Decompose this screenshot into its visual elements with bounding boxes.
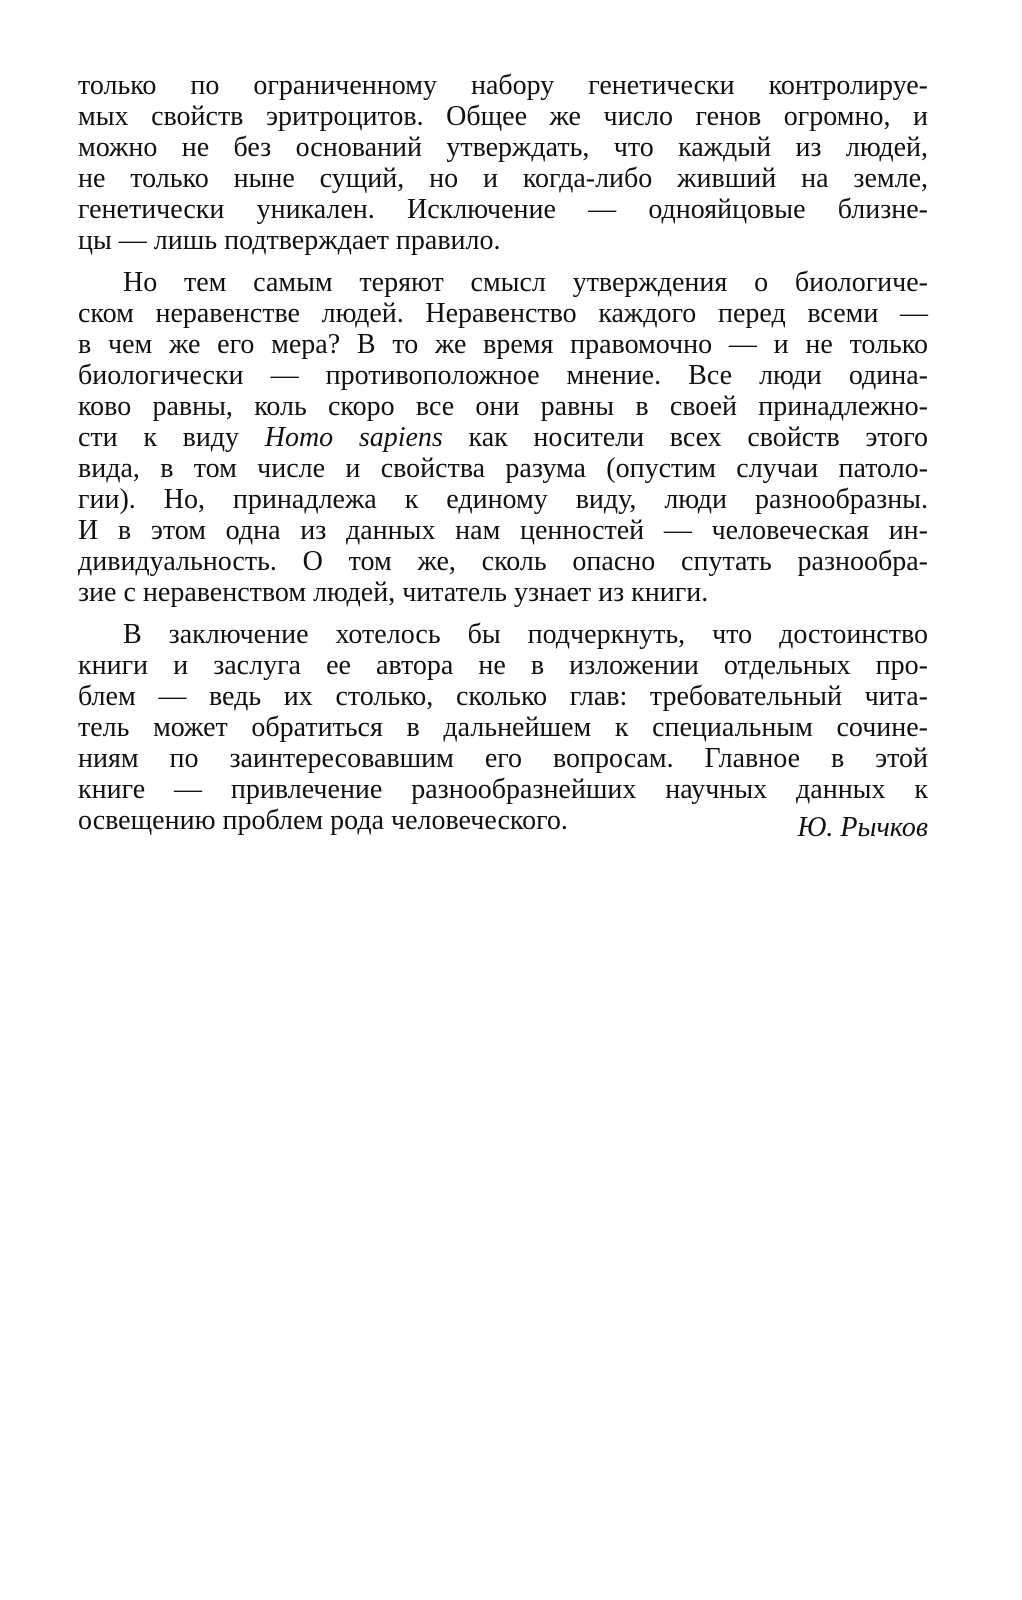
paragraph-1 <box>78 70 928 256</box>
text-line: можно не без оснований утверждать, что каждый из людей, <box>78 132 928 163</box>
text-line-with-italic <box>78 422 928 453</box>
text-fragment: как носители всех свойств этого <box>442 422 929 453</box>
text-line: И в этом одна из данных нам ценностей — человеческая ин- <box>78 515 928 546</box>
text-line: цы — лишь подтверждает правило. <box>78 225 501 256</box>
text-line: мых свойств эритроцитов. Общее же число генов огромно, и <box>78 101 928 132</box>
paragraph-2 <box>78 267 928 608</box>
text-line: книге — привлечение разнообразнейших научных данных к <box>78 774 928 805</box>
text-line: тель может обратиться в дальнейшем к специальным сочине- <box>78 712 928 743</box>
text-line: книги и заслуга ее автора не в изложении отдельных про- <box>78 650 928 681</box>
text-line: генетически уникален. Исключение — однояйцовые близне- <box>78 194 928 225</box>
text-line: В заключение хотелось бы подчеркнуть, что достоинство <box>123 619 928 650</box>
text-line: биологически — противоположное мнение. Все люди одина- <box>78 360 928 391</box>
text-line: вида, в том числе и свойства разума (опустим случаи патоло- <box>78 453 928 484</box>
text-line: не только ныне сущий, но и когда-либо живший на земле, <box>78 163 928 194</box>
page-body <box>78 70 928 847</box>
text-line: зие с неравенством людей, читатель узнает из книги. <box>78 577 709 608</box>
text-line: освещению проблем рода человеческого. <box>78 805 568 836</box>
author-signature: Ю. Рычков <box>797 812 928 843</box>
text-line: только по ограниченному набору генетически контролируе- <box>78 70 928 101</box>
italic-term: Homo sapiens <box>264 422 443 453</box>
text-line: блем — ведь их столько, сколько глав: требовательный чита- <box>78 681 928 712</box>
text-fragment: сти к виду <box>78 422 265 453</box>
text-line: ниям по заинтересовавшим его вопросам. Главное в этой <box>78 743 928 774</box>
paragraph-3 <box>78 619 928 836</box>
text-line: Но тем самым теряют смысл утверждения о биологиче- <box>123 267 928 298</box>
text-line: в чем же его мера? В то же время правомочно — и не только <box>78 329 928 360</box>
text-line: ково равны, коль скоро все они равны в своей принадлежно- <box>78 391 928 422</box>
text-line: ском неравенстве людей. Неравенство каждого перед всеми — <box>78 298 928 329</box>
text-line: гии). Но, принадлежа к единому виду, люди разнообразны. <box>78 484 928 515</box>
text-line: дивидуальность. О том же, сколь опасно спутать разнообра- <box>78 546 928 577</box>
